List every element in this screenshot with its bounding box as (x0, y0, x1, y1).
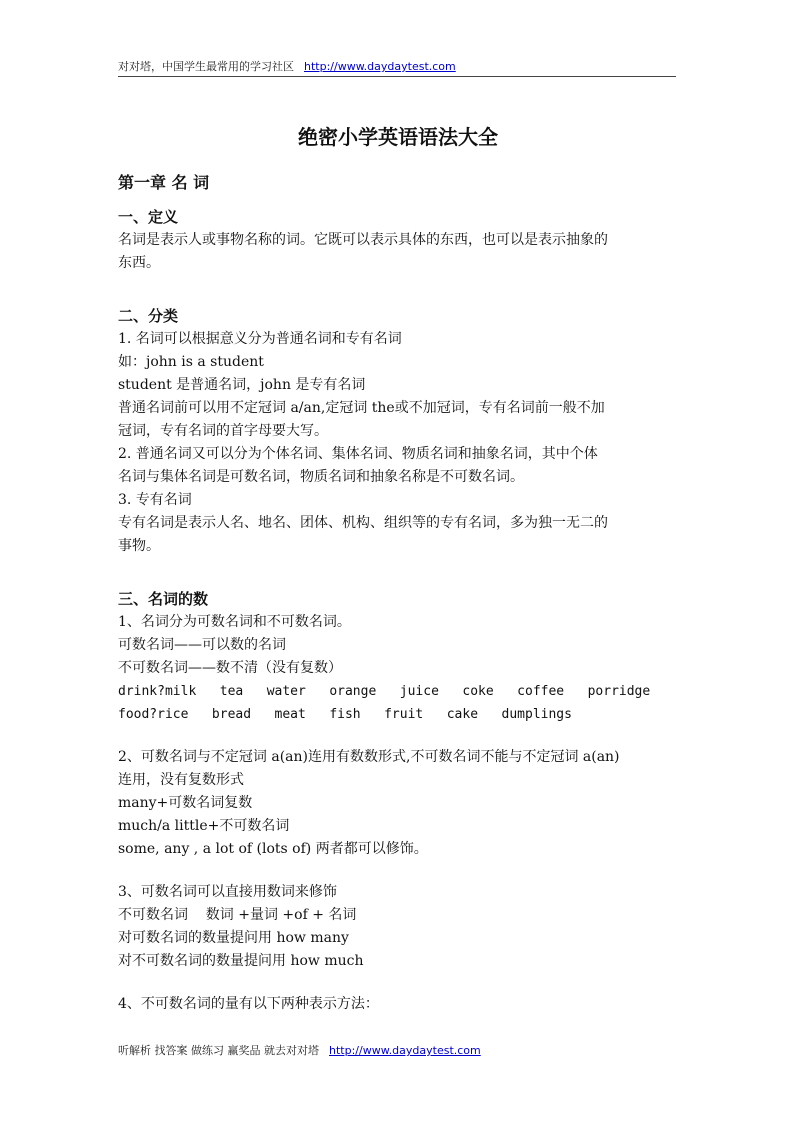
footer-link[interactable]: http://www.daydaytest.com (329, 1044, 481, 1057)
document-title: 绝密小学英语语法大全 (298, 125, 498, 149)
paragraph-line: 冠词，专有名词的首字母要大写。 (118, 423, 328, 439)
page-footer (118, 1042, 678, 1058)
paragraph-line: student 是普通名词，john 是专有名词 (118, 377, 366, 393)
paragraph-line: 连用，没有复数形式 (118, 772, 244, 788)
chapter-heading: 第一章 名 词 (118, 173, 210, 192)
paragraph-line: some, any , a lot of (lots of) 两者都可以修饰。 (118, 841, 428, 857)
paragraph-line: 2. 普通名词又可以分为个体名词、集体名词、物质名词和抽象名词，其中个体 (118, 446, 598, 462)
paragraph-line: 1、名词分为可数名词和不可数名词。 (118, 614, 351, 630)
section-heading-noun-number: 三、名词的数 (118, 590, 209, 608)
header-link[interactable]: http://www.daydaytest.com (304, 60, 456, 73)
paragraph-line: much/a little+不可数名词 (118, 818, 290, 834)
paragraph-line: 普通名词前可以用不定冠词 a/an,定冠词 the或不加冠词，专有名词前一般不加 (118, 400, 605, 416)
paragraph-line: 名词与集体名词是可数名词，物质名词和抽象名称是不可数名词。 (118, 469, 524, 485)
paragraph-line: many+可数名词复数 (118, 795, 253, 811)
word-list-row-drink: drink?milk tea water orange juice coke coffee porridge (118, 684, 651, 699)
header-text: 对对塔，中国学生最常用的学习社区 (118, 60, 294, 73)
paragraph-line: 名词是表示人或事物名称的词。它既可以表示具体的东西，也可以是表示抽象的 (118, 232, 608, 248)
paragraph-line: 3. 专有名词 (118, 492, 192, 508)
paragraph-line: 可数名词——可以数的名词 (118, 637, 286, 653)
paragraph-line: 对可数名词的数量提问用 how many (118, 930, 349, 946)
section-heading-classification: 二、分类 (118, 307, 179, 325)
section-heading-definition: 一、定义 (118, 208, 179, 226)
paragraph-line: 2、可数名词与不定冠词 a(an)连用有数数形式,不可数名词不能与不定冠词 a(an) (118, 749, 620, 765)
paragraph-line: 不可数名词——数不清（没有复数） (118, 660, 342, 676)
paragraph-line: 东西。 (118, 255, 160, 271)
paragraph-line: 4、不可数名词的量有以下两种表示方法： (118, 996, 379, 1012)
paragraph-line: 3、可数名词可以直接用数词来修饰 (118, 884, 337, 900)
document-body (118, 120, 678, 1016)
paragraph-line: 专有名词是表示人名、地名、团体、机构、组织等的专有名词，多为独一无二的 (118, 515, 608, 531)
footer-text: 听解析 找答案 做练习 赢奖品 就去对对塔 (118, 1044, 319, 1057)
word-list-row-food: food?rice bread meat fish fruit cake dumplings (118, 707, 572, 722)
paragraph-line: 如：john is a student (118, 354, 264, 370)
paragraph-line: 事物。 (118, 538, 160, 554)
page-header (118, 58, 676, 77)
paragraph-line: 不可数名词 数词 +量词 +of + 名词 (118, 907, 357, 923)
paragraph-line: 1. 名词可以根据意义分为普通名词和专有名词 (118, 331, 402, 347)
paragraph-line: 对不可数名词的数量提问用 how much (118, 953, 364, 969)
